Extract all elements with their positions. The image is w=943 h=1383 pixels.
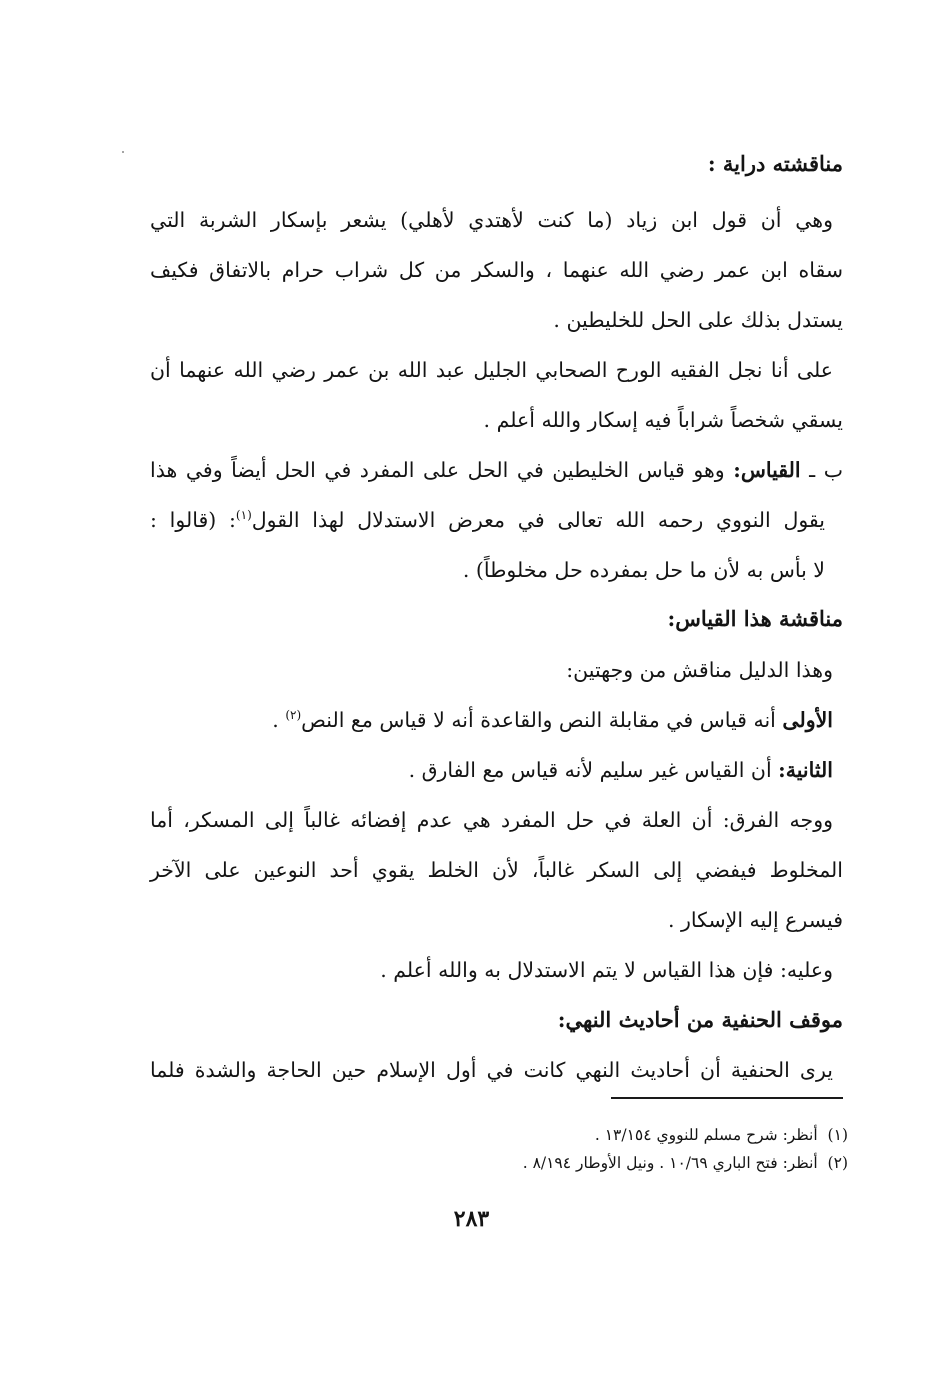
footnote-number: (١) xyxy=(827,1126,848,1144)
page-number: ٢٨٣ xyxy=(453,1206,490,1232)
list-item-marker: ب ـ xyxy=(800,458,843,482)
paragraph-line: على أنا نجل الفقيه الورح الصحابي الجليل عبد الله بن عمر رضي الله عنهما أن xyxy=(150,358,833,382)
term-first: الأولى xyxy=(782,708,833,732)
footnote-1 xyxy=(595,1124,848,1146)
paragraph-line: وعليه: فإن هذا القياس لا يتم الاستدلال به والله أعلم . xyxy=(380,958,833,982)
list-item-b-line xyxy=(150,506,825,534)
footnote-text: أنظر: فتح الباري ١٠/٦٩ . ونيل الأوطار ٨/١٩٤ . xyxy=(522,1154,818,1172)
first-aspect-line: الأولى أنه قياس في مقابلة النص والقاعدة أنه لا قياس مع النص$^{(٢)}$ . xyxy=(272,708,833,732)
term-qiyas: القياس: xyxy=(733,458,801,482)
paragraph-line: يسقي شخصاً شراباً فيه إسكار والله أعلم . xyxy=(483,408,843,432)
paragraph-line: يرى الحنفية أن أحاديث النهي كانت في أول الإسلام حين الحاجة والشدة فلما xyxy=(150,1058,833,1082)
list-item-text: وهو قياس الخليطين في الحل على المفرد في الحل أيضاً وفي هذا xyxy=(150,458,734,482)
paragraph-line: ووجه الفرق: أن العلة في حل المفرد هي عدم إفضائه غالباً إلى المسكر، أما xyxy=(150,808,833,832)
section-heading-dirayah: مناقشته دراية : xyxy=(707,151,843,176)
first-aspect-text: أنه قياس في مقابلة النص والقاعدة أنه لا قياس مع النص xyxy=(301,708,783,732)
list-item-b-line: لا بأس به لأن ما حل بمفرده حل مخلوطاً) . xyxy=(462,558,825,582)
footnote-2 xyxy=(523,1152,848,1174)
footnote-ref-1: (١) xyxy=(235,508,252,523)
footnote-separator xyxy=(611,1097,843,1099)
term-second: الثانية: xyxy=(778,758,833,782)
footnote-text: أنظر: شرح مسلم للنووي ١٣/١٥٤ . xyxy=(594,1126,818,1144)
paragraph-line: وهي أن قول ابن زياد (ما كنت لأهتدي لأهلي) يشعر بإسكار الشربة التي xyxy=(150,208,833,232)
paragraph-line: المخلوط فيفضي إلى السكر غالباً، لأن الخلط يقوي أحد النوعين على الآخر xyxy=(150,858,843,882)
list-item-text: : (قالوا : xyxy=(150,508,236,532)
section-heading-hanafi: موقف الحنفية من أحاديث النهي: xyxy=(557,1007,843,1032)
paragraph-line: سقاه ابن عمر رضي الله عنهما ، والسكر من كل شراب حرام بالاتفاق فكيف xyxy=(150,258,843,282)
list-item-b-line xyxy=(150,456,843,484)
paragraph-line: يستدل بذلك على الحل للخليطين . xyxy=(553,308,843,332)
second-aspect-line xyxy=(409,756,833,784)
paragraph-line: فيسرع إليه الإسكار . xyxy=(667,908,843,932)
second-aspect-text: أن القياس غير سليم لأنه قياس مع الفارق . xyxy=(408,758,779,782)
paragraph-line: وهذا الدليل مناقش من وجهتين: xyxy=(566,658,833,682)
list-item-text: يقول النووي رحمه الله تعالى في معرض الاستدلال لهذا القول xyxy=(251,508,826,532)
scan-speck xyxy=(122,151,124,153)
footnote-ref-2: (٢) xyxy=(285,708,302,723)
footnote-number: (٢) xyxy=(827,1154,848,1172)
section-heading-qiyas-discussion: مناقشة هذا القياس: xyxy=(667,606,843,631)
